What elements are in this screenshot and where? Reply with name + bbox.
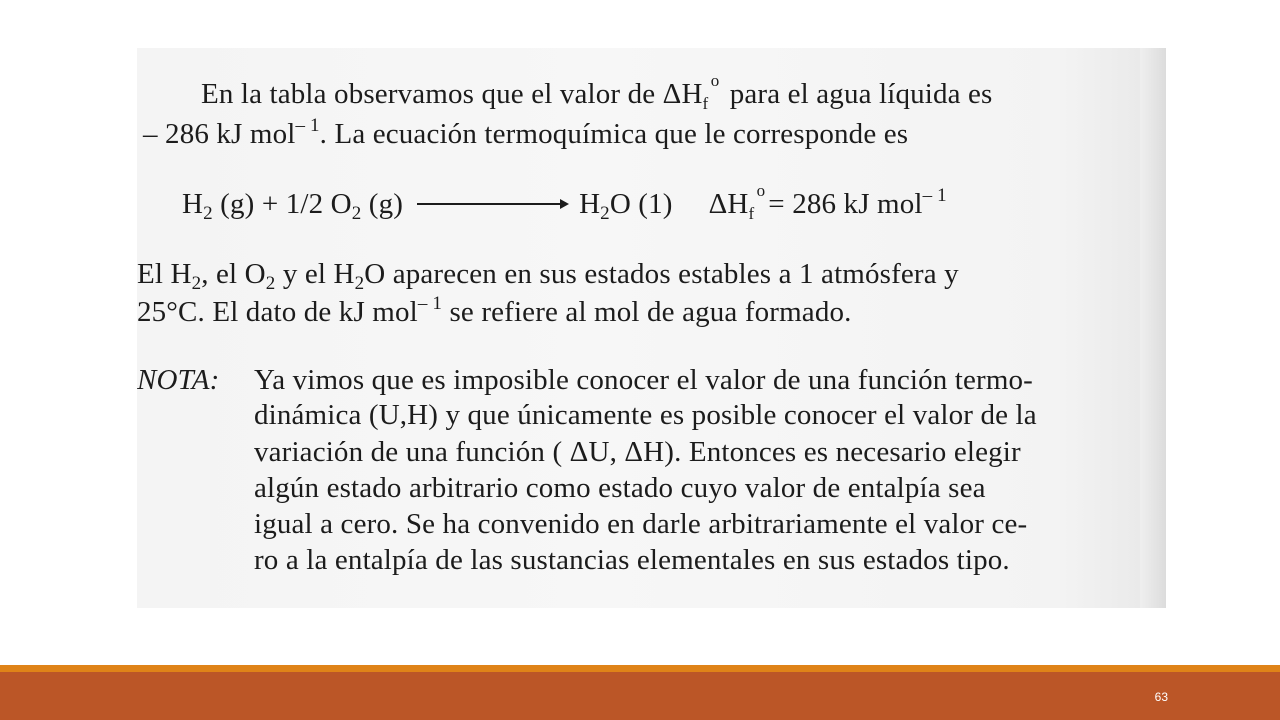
scanned-page	[137, 48, 1166, 608]
delta-h-sub: f	[702, 94, 709, 113]
exponent: – 1	[417, 293, 443, 314]
nota-line-3: variación de una función ( ΔU, ΔH). Entonces es necesario elegir	[254, 436, 1021, 468]
subscript: 2	[191, 273, 202, 294]
enthalpy-value: = 286 kJ mol	[768, 188, 923, 220]
subscript: 2	[265, 273, 276, 294]
delta-h-letters: ΔH	[662, 78, 703, 110]
reactants: (g) + 1/2 O	[212, 188, 352, 220]
paragraph2-line1	[137, 258, 959, 294]
reaction-arrow-icon	[417, 203, 567, 205]
paragraph1-line2	[143, 115, 909, 151]
nota-line-5: igual a cero. Se ha convenido en darle arbitrariamente el valor ce-	[254, 508, 1028, 540]
footer-accent-line	[0, 665, 1280, 672]
page-number: 63	[1154, 690, 1168, 704]
delta-h-symbol	[708, 181, 766, 223]
h2-symbol: H	[182, 188, 204, 220]
delta-h-symbol	[662, 71, 720, 113]
text: O aparecen en sus estados estables a 1 atmósfera y	[364, 258, 959, 290]
product-rest: O (1)	[609, 188, 673, 220]
text: 25°C. El dato de kJ mol	[137, 296, 418, 328]
product-symbol: H	[579, 188, 601, 220]
footer-bar	[0, 672, 1280, 720]
text: para el agua líquida es	[722, 78, 993, 110]
nota-line-2: dinámica (U,H) y que únicamente es posible conocer el valor de la	[254, 399, 1037, 431]
subscript: 2	[354, 273, 365, 294]
text: El H	[137, 258, 192, 290]
nota-line-1: Ya vimos que es imposible conocer el valor de una función termo-	[254, 364, 1033, 396]
exponent: – 1	[922, 185, 947, 206]
text: , el O	[201, 258, 266, 290]
o2-state: (g)	[361, 188, 404, 220]
nota-label: NOTA:	[137, 364, 220, 396]
o2-subscript: 2	[351, 203, 362, 224]
delta-h-letters: ΔH	[708, 188, 749, 220]
delta-h-sub: f	[748, 204, 755, 223]
h2-subscript: 2	[203, 203, 213, 224]
paragraph1-line1	[201, 71, 993, 113]
exponent: – 1	[295, 115, 320, 136]
nota-line-6: ro a la entalpía de las sustancias elementales en sus estados tipo.	[254, 544, 1010, 576]
text: . La ecuación termoquímica que le corresponde es	[319, 118, 909, 150]
page-edge-shadow	[1140, 48, 1166, 608]
delta-h-sup: o	[710, 71, 720, 90]
text: se refiere al mol de agua formado.	[442, 296, 852, 328]
paragraph2-line2	[137, 293, 852, 329]
text: En la tabla observamos que el valor de	[201, 78, 663, 110]
nota-line-4: algún estado arbitrario como estado cuyo valor de entalpía sea	[254, 472, 986, 504]
delta-h-sup: o	[756, 181, 766, 200]
enthalpy-value: – 286 kJ mol	[143, 118, 296, 150]
product-subscript: 2	[600, 203, 610, 224]
text: y el H	[275, 258, 355, 290]
thermochemical-equation	[182, 181, 947, 224]
